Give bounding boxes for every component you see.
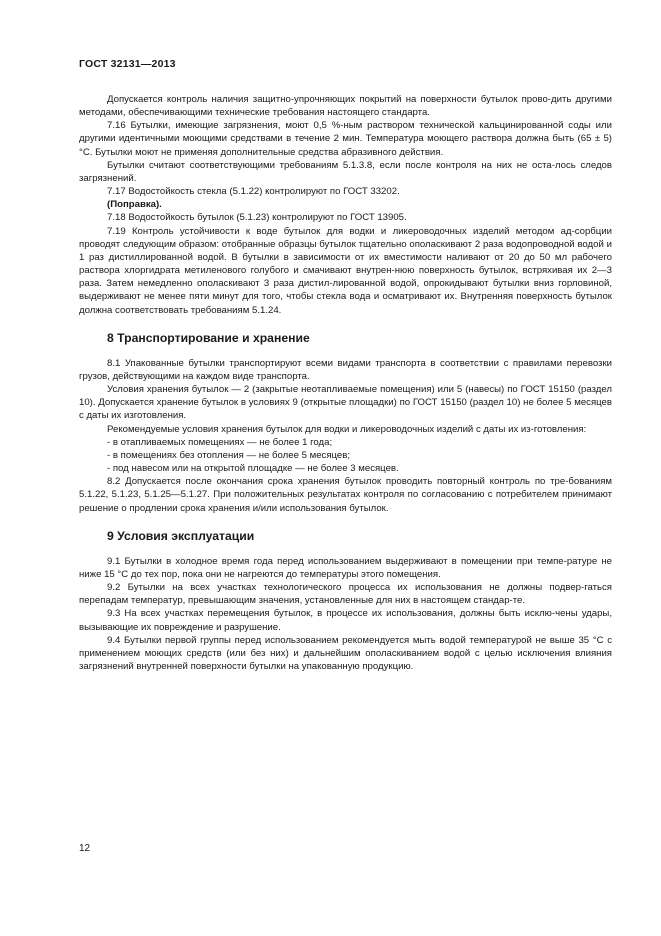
paragraph-9-3: 9.3 На всех участках перемещения бутылок, в процессе их использования, должны быть исклю-чены удары, вызывающие их повреждение и разрушение.	[79, 608, 612, 633]
list-item: - в помещениях без отопления — не более 5 месяцев;	[107, 449, 351, 461]
paragraph-7-19: 7.19 Контроль устойчивости к воде бутылок для водки и ликероводочных изделий методом ад-сорбции проводят следующим образом: отобранные образцы бутылок тщательно ополаскивают 2 раза водопроводной водой и 1 раз дистиллированной водой. В бутылки в зависимости от их вместимости наливают от 20 до 50 мл рабочего раствора хлоргидрата метиленового голубого и смачивают внутрен-нюю поверхность бутылок, встряхивая их 2—3 раза. Затем немедленно ополаскивают 3 раза дистил-лированной водой, опрокидывают бутылки вниз горловиной, выдерживают не менее пяти минут для того, чтобы стекла вода и осматривают их. Внутренняя поверхность бутылок должна соответствовать требованиям 5.1.24.	[79, 225, 612, 316]
section-8-title: 8 Транспортирование и хранение	[107, 330, 310, 345]
paragraph-recommended-conditions: Рекомендуемые условия хранения бутылок для водки и ликероводочных изделий с даты их из-готовления:	[107, 423, 587, 435]
paragraph-storage-conditions: Условия хранения бутылок — 2 (закрытые неотапливаемые помещения) или 5 (навесы) по ГОСТ 15150 (раздел 10). Допускается хранение бутылок в условиях 9 (открытые площадки) по ГОСТ 15150 (раздел 10) не более 5 месяцев с даты их изготовления.	[79, 384, 612, 422]
paragraph-8-2: 8.2 Допускается после окончания срока хранения бутылок проводить повторный контроль по тре-бованиям 5.1.22, 5.1.23, 5.1.25—5.1.27. При положительных результатах контроля по согласованию с потребителем принимают решение о продлении срока хранения и/или использования бутылок.	[79, 476, 612, 514]
paragraph-7-17: 7.17 Водостойкость стекла (5.1.22) контролируют по ГОСТ 33202.	[107, 186, 400, 198]
standard-header: ГОСТ 32131—2013	[79, 58, 176, 70]
paragraph-9-1: 9.1 Бутылки в холодное время года перед использованием выдерживают в помещении при темпе-ратуре не ниже 15 °С до тех пор, пока они не нагреются до температуры этого помещения.	[79, 555, 612, 580]
document-body	[79, 93, 612, 673]
page-number: 12	[79, 843, 91, 854]
paragraph-7-16: 7.16 Бутылки, имеющие загрязнения, моют 0,5 %-ным раствором технической кальцинированной соды или другими идентичными моющими средствами в течение 2 мин. Температура моющего раствора должна быть (65 ± 5) °С. Бутылки моют не применяя дополнительные средства абразивного действия.	[79, 120, 612, 158]
paragraph-8-1: 8.1 Упакованные бутылки транспортируют всеми видами транспорта в соответствии с правилами перевозки грузов, действующими на каждом виде транспорта.	[79, 357, 612, 382]
paragraph-7-18: 7.18 Водостойкость бутылок (5.1.23) контролируют по ГОСТ 13905.	[107, 212, 407, 224]
section-9-title: 9 Условия эксплуатации	[107, 528, 255, 543]
list-item: - под навесом или на открытой площадке — не более 3 месяцев.	[107, 463, 399, 475]
paragraph-requirements: Бутылки считают соответствующими требованиям 5.1.3.8, если после контроля на них не оста-лось следов загрязнений.	[79, 159, 612, 184]
paragraph-9-4: 9.4 Бутылки первой группы перед использованием рекомендуется мыть водой температурой не выше 35 °С с применением моющих средств (или без них) и дальнейшим ополаскиванием водой с целью исключения влияния загрязнений внутренней поверхности бутылки на упакованную продукцию.	[79, 634, 612, 673]
paragraph-coating-control: Допускается контроль наличия защитно-упрочняющих покрытий на поверхности бутылок прово-дить другими методами, обеспечивающими технические требования настоящего стандарта.	[79, 94, 612, 119]
list-item: - в отапливаемых помещениях — не более 1 года;	[107, 436, 333, 448]
paragraph-9-2: 9.2 Бутылки на всех участках технологического процесса их использования не должны подвер-гаться перепадам температур, превышающим значения, установленные для них в настоящем стандар-те.	[79, 582, 612, 607]
amendment-note: (Поправка).	[107, 199, 162, 211]
